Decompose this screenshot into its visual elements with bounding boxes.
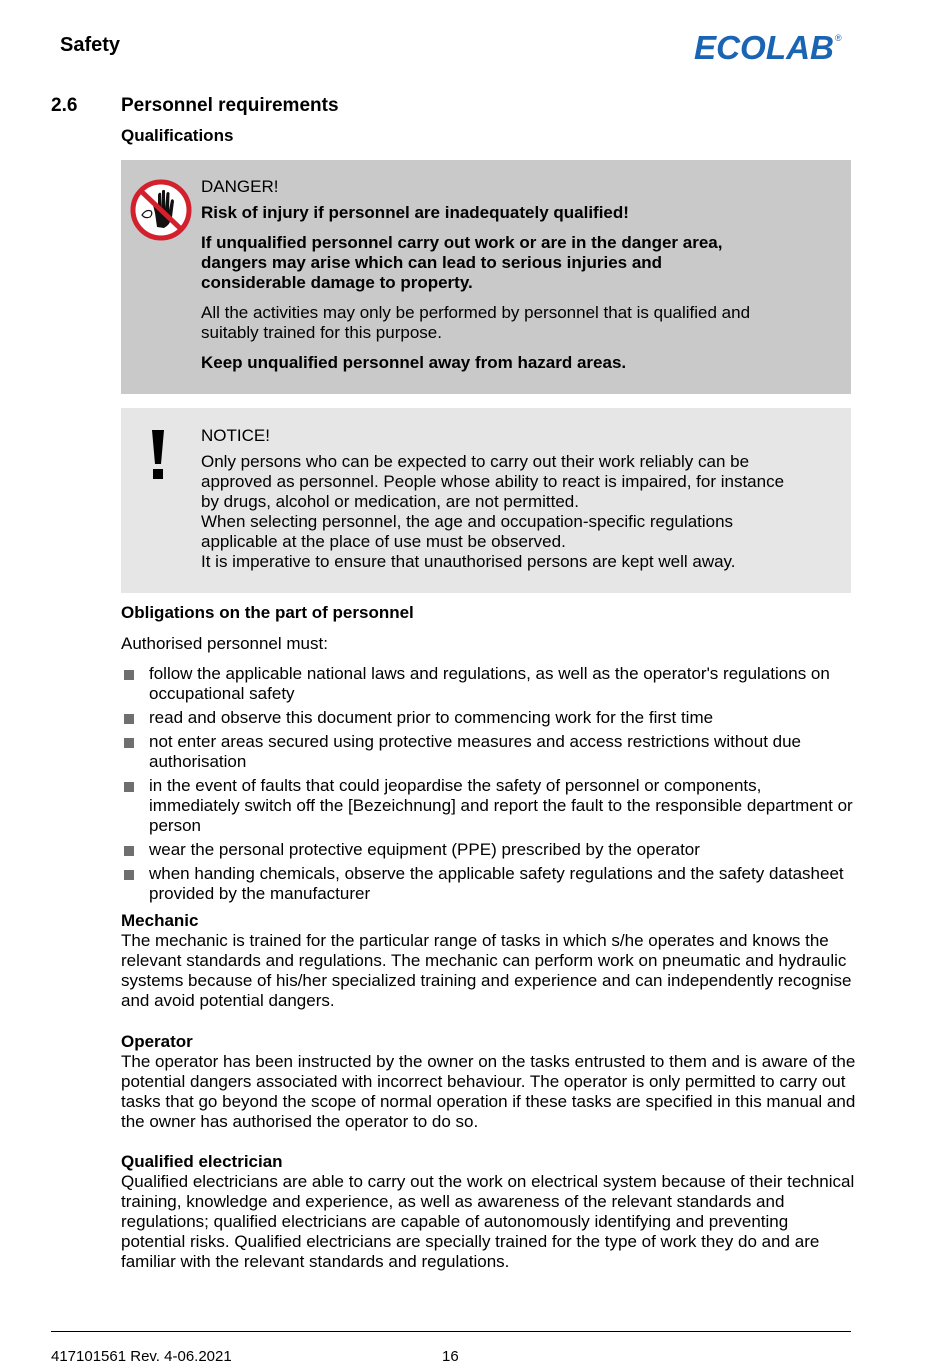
obligations-intro: Authorised personnel must: — [121, 634, 328, 653]
notice-heading: NOTICE! — [201, 426, 270, 445]
list-item — [121, 732, 856, 772]
bullet-square-icon — [124, 846, 134, 856]
bullet-square-icon — [124, 738, 134, 748]
list-item — [121, 664, 856, 704]
subsection-title: Qualifications — [121, 126, 234, 145]
registered-mark: ® — [835, 33, 842, 43]
notice-line: Only persons who can be expected to carry out their work reliably can be approved as personnel. People whose ability to react is impaired, for instance by drugs, alcohol or medication, are not permitted. — [201, 452, 785, 511]
bullet-square-icon — [124, 670, 134, 680]
section-title: Personnel requirements — [121, 95, 339, 116]
danger-box — [121, 160, 851, 394]
list-item-text: wear the personal protective equipment (PPE) prescribed by the operator — [149, 840, 700, 859]
header-title: Safety — [60, 34, 121, 56]
role-text: The mechanic is trained for the particular range of tasks in which s/he operates and knows the relevant standards and regulations. The mechanic can perform work on pneumatic and hydraulic systems because of his/her specialized training and experience and can independently recognise and avoid potential dangers. — [121, 931, 852, 1010]
notice-line: It is imperative to ensure that unauthorised persons are kept well away. — [201, 552, 736, 571]
exclamation-icon — [149, 428, 167, 480]
role-title: Operator — [121, 1032, 193, 1051]
role-title: Qualified electrician — [121, 1152, 283, 1171]
obligations-list — [121, 664, 856, 908]
section-number: 2.6 — [51, 95, 78, 116]
danger-action: Keep unqualified personnel away from hazard areas. — [201, 353, 627, 372]
list-item — [121, 840, 856, 860]
danger-body: All the activities may only be performed by personnel that is qualified and suitably trained for this purpose. — [201, 303, 751, 342]
list-item — [121, 776, 856, 836]
obligations-heading: Obligations on the part of personnel — [121, 603, 414, 622]
role-text: Qualified electricians are able to carry out the work on electrical system because of their technical training, knowledge and experience, as well as awareness of the relevant standards and regulations; qualified electricians are capable of autonomously identifying and preventing potential risks. Qualified electricians are specially trained for the type of work they do and are familiar with the relevant standards and regulations. — [121, 1172, 855, 1271]
danger-risk: Risk of injury if personnel are inadequately qualified! — [201, 203, 629, 222]
danger-warning: If unqualified personnel carry out work or are in the danger area, dangers may arise which can lead to serious injuries and considerable damage to property. — [201, 233, 723, 292]
list-item-text: read and observe this document prior to commencing work for the first time — [149, 708, 714, 727]
role-text: The operator has been instructed by the owner on the tasks entrusted to them and is aware of the potential dangers associated with incorrect behaviour. The operator is only permitted to carry out tasks that go beyond the scope of normal operation if these tasks are specified in this manual and the owner has authorised the operator to do so. — [121, 1052, 856, 1131]
list-item-text: when handing chemicals, observe the applicable safety regulations and the safety datasheet provided by the manufacturer — [149, 864, 844, 903]
page-number: 16 — [442, 1348, 459, 1365]
list-item — [121, 708, 856, 728]
role-title: Mechanic — [121, 911, 199, 930]
list-item-text: not enter areas secured using protective measures and access restrictions without due authorisation — [149, 732, 802, 771]
notice-box — [121, 408, 851, 593]
bullet-square-icon — [124, 782, 134, 792]
bullet-square-icon — [124, 714, 134, 724]
list-item-text: follow the applicable national laws and regulations, as well as the operator's regulations on occupational safety — [149, 664, 830, 703]
footer-divider — [51, 1331, 851, 1332]
notice-line: When selecting personnel, the age and occupation-specific regulations applicable at the place of use must be observed. — [201, 512, 734, 551]
danger-heading: DANGER! — [201, 177, 279, 196]
logo-wordmark: ECOLAB — [694, 30, 834, 64]
list-item-text: in the event of faults that could jeopardise the safety of personnel or components, immediately switch off the [Bezeichnung] and report the fault to the responsible department or person — [149, 776, 853, 835]
ecolab-logo — [694, 30, 844, 64]
no-entry-hand-icon — [130, 179, 192, 241]
document-reference: 417101561 Rev. 4-06.2021 — [51, 1348, 232, 1365]
list-item — [121, 864, 856, 904]
bullet-square-icon — [124, 870, 134, 880]
